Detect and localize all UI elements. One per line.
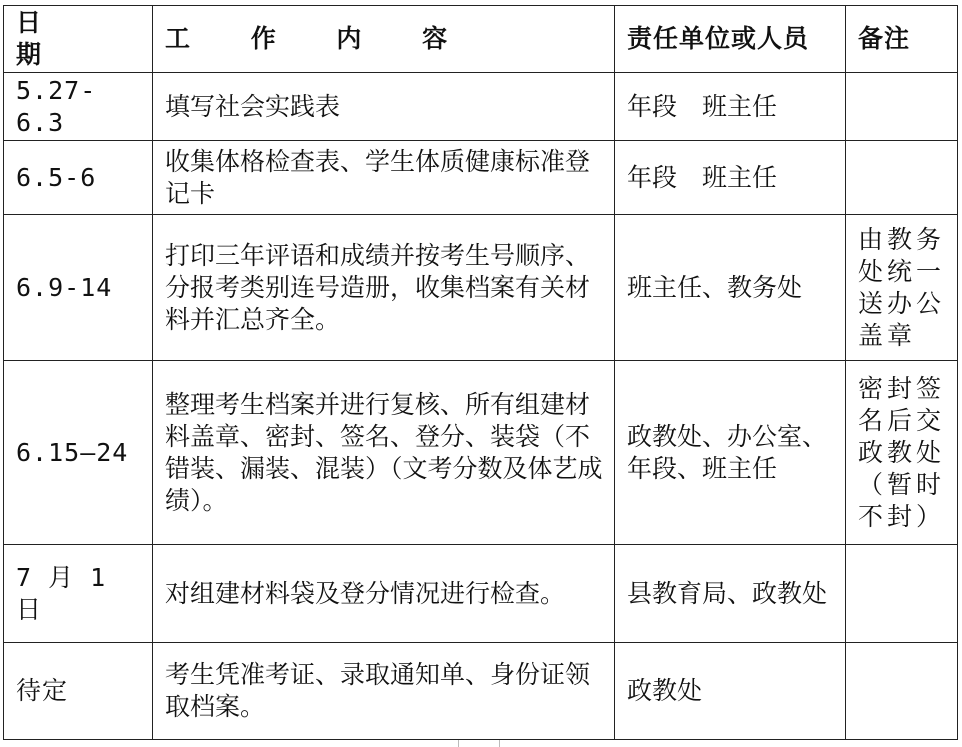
row-note — [846, 141, 958, 215]
table-row — [4, 215, 958, 361]
row-date: 6.15—24 — [4, 361, 153, 545]
page-edge-mark — [458, 740, 500, 747]
row-owner: 年段 班主任 — [615, 73, 846, 141]
row-date: 待定 — [4, 643, 153, 740]
table-row — [4, 73, 958, 141]
header-date: 日 期 — [4, 6, 153, 73]
header-work: 工 作 内 容 — [153, 6, 615, 73]
row-work: 对组建材料袋及登分情况进行检查。 — [153, 545, 615, 643]
row-note — [846, 643, 958, 740]
table-header-row — [4, 6, 958, 73]
header-note: 备注 — [846, 6, 958, 73]
row-owner: 政教处 — [615, 643, 846, 740]
row-date: 7 月 1 日 — [4, 545, 153, 643]
row-work: 打印三年评语和成绩并按考生号顺序、分报考类别连号造册，收集档案有关材料并汇总齐全。 — [153, 215, 615, 361]
row-work: 整理考生档案并进行复核、所有组建材料盖章、密封、签名、登分、装袋（不错装、漏装、混装）（文考分数及体艺成绩）。 — [153, 361, 615, 545]
row-note — [846, 73, 958, 141]
row-date: 6.9-14 — [4, 215, 153, 361]
row-owner: 年段 班主任 — [615, 141, 846, 215]
table-row — [4, 545, 958, 643]
table-row — [4, 141, 958, 215]
schedule-table — [3, 5, 958, 740]
row-note — [846, 545, 958, 643]
row-date: 6.5-6 — [4, 141, 153, 215]
row-work: 考生凭准考证、录取通知单、身份证领取档案。 — [153, 643, 615, 740]
row-date: 5.27-6.3 — [4, 73, 153, 141]
row-work: 收集体格检查表、学生体质健康标准登记卡 — [153, 141, 615, 215]
table-row — [4, 361, 958, 545]
table-row — [4, 643, 958, 740]
row-owner: 县教育局、政教处 — [615, 545, 846, 643]
row-note: 由教务处统一送办公盖章 — [846, 215, 958, 361]
row-work: 填写社会实践表 — [153, 73, 615, 141]
row-note: 密封签名后交政教处（暂时不封） — [846, 361, 958, 545]
header-owner: 责任单位或人员 — [615, 6, 846, 73]
row-owner: 班主任、教务处 — [615, 215, 846, 361]
row-owner: 政教处、办公室、年段、班主任 — [615, 361, 846, 545]
